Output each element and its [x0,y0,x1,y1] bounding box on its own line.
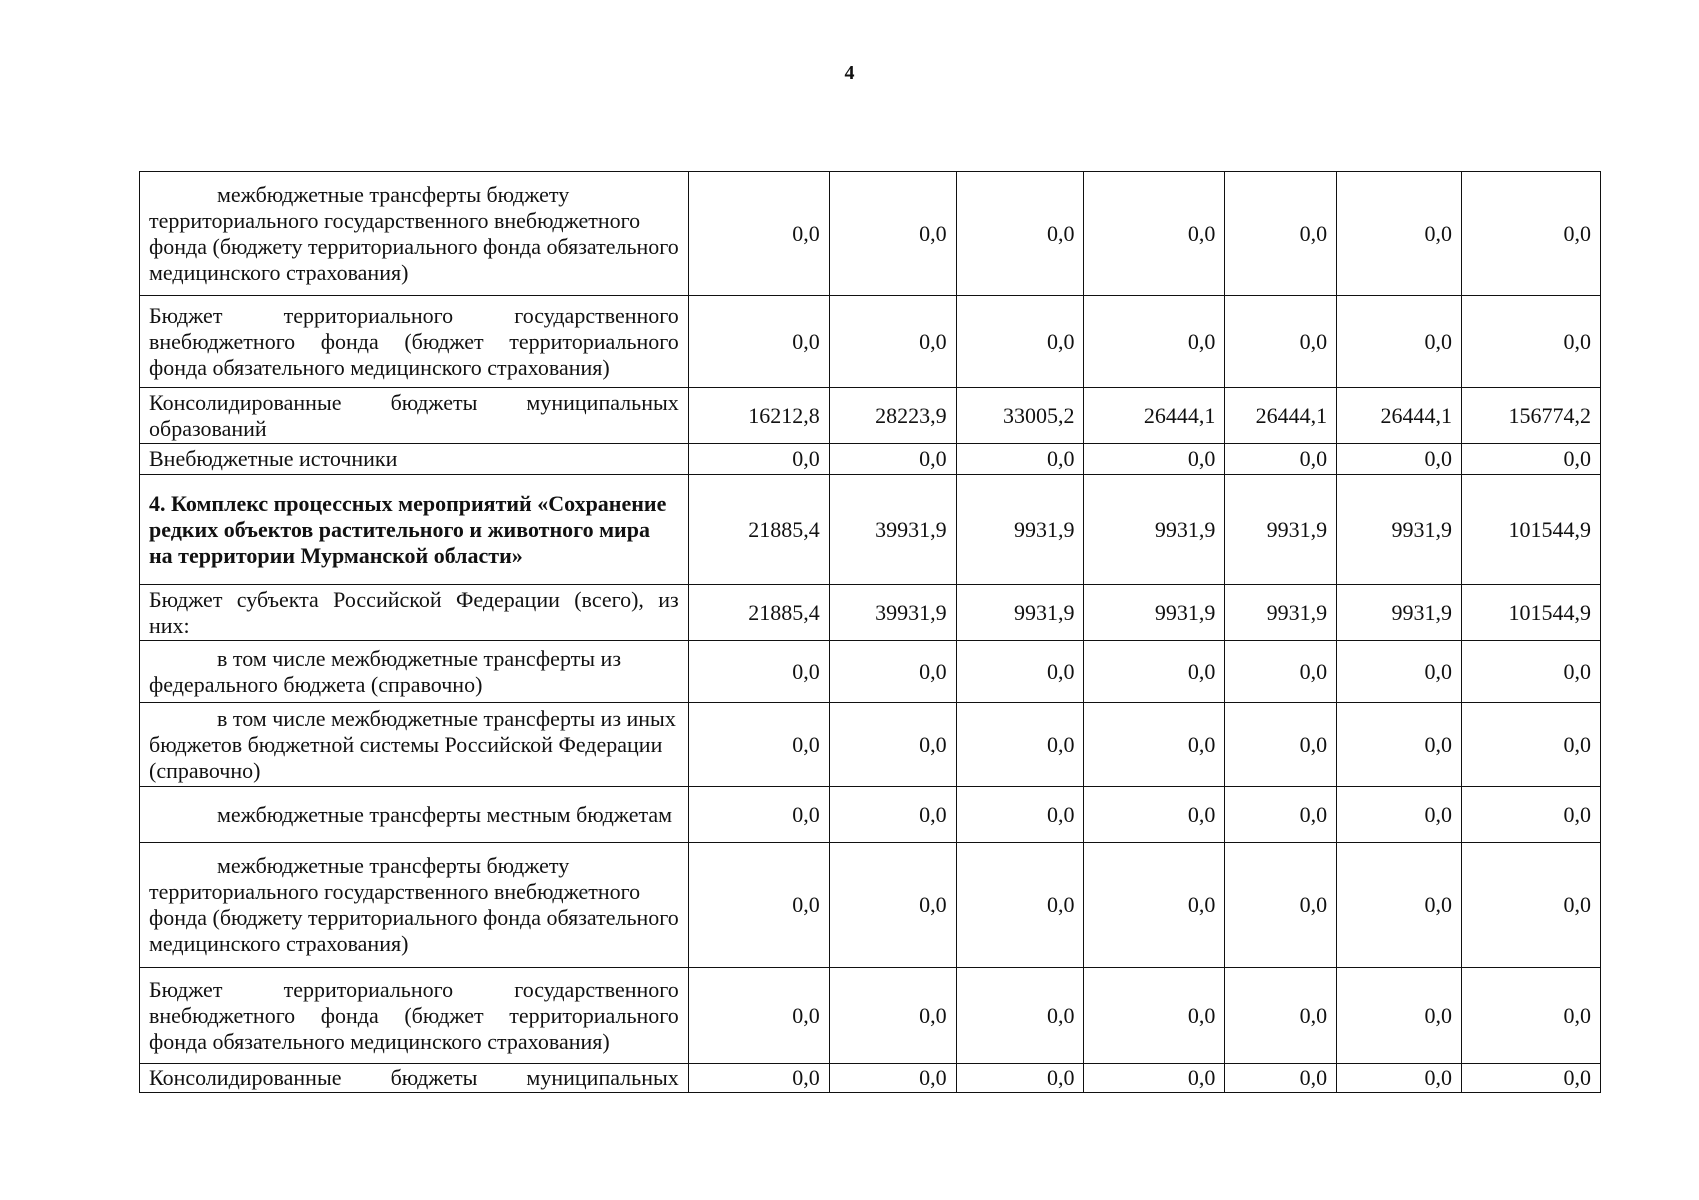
value-cell: 9931,9 [1225,585,1337,641]
value-cell: 0,0 [829,1064,956,1093]
value-cell: 0,0 [1461,296,1600,388]
value-cell: 0,0 [956,296,1084,388]
value-cell: 9931,9 [956,585,1084,641]
table-row [140,296,1601,388]
value-cell: 0,0 [1461,968,1600,1064]
value-cell: 0,0 [956,444,1084,475]
value-cell: 0,0 [1337,843,1462,968]
table-row [140,475,1601,585]
value-cell: 0,0 [1337,703,1462,787]
value-cell: 0,0 [829,787,956,843]
value-cell: 0,0 [1225,444,1337,475]
value-cell: 0,0 [1337,1064,1462,1093]
value-cell: 0,0 [1084,172,1225,296]
value-cell: 9931,9 [1084,475,1225,585]
page-number: 4 [844,62,855,84]
value-cell: 9931,9 [1337,585,1462,641]
row-label: межбюджетные трансферты местным бюджетам [140,787,689,843]
value-cell: 0,0 [1225,641,1337,703]
section-heading: 4. Комплекс процессных мероприятий «Сохранение редких объектов растительного и животного мира на территории Мурманской области» [140,475,689,585]
row-label: Бюджет субъекта Российской Федерации (всего), из них: [140,585,689,641]
value-cell: 0,0 [688,296,829,388]
value-cell: 0,0 [1461,843,1600,968]
value-cell: 21885,4 [688,585,829,641]
value-cell: 0,0 [829,172,956,296]
value-cell: 0,0 [1337,787,1462,843]
value-cell: 0,0 [1461,787,1600,843]
row-label: Бюджет территориального государственного внебюджетного фонда (бюджет территориального фонда обязательного медицинского страхования) [140,968,689,1064]
row-label: межбюджетные трансферты бюджету территориального государственного внебюджетного фонда (бюджету территориального фонда обязательного медицинского страхования) [140,843,689,968]
value-cell: 0,0 [829,968,956,1064]
value-cell: 0,0 [1337,641,1462,703]
row-label: Внебюджетные источники [140,444,689,475]
row-label: Бюджет территориального государственного внебюджетного фонда (бюджет территориального фонда обязательного медицинского страхования) [140,296,689,388]
value-cell: 0,0 [956,641,1084,703]
value-cell: 0,0 [1225,1064,1337,1093]
value-cell: 0,0 [829,296,956,388]
value-cell: 9931,9 [1337,475,1462,585]
value-cell: 101544,9 [1461,475,1600,585]
value-cell: 0,0 [829,444,956,475]
value-cell: 0,0 [1225,787,1337,843]
value-cell: 0,0 [688,641,829,703]
value-cell: 0,0 [688,703,829,787]
value-cell: 0,0 [1084,703,1225,787]
value-cell: 0,0 [829,843,956,968]
value-cell: 16212,8 [688,388,829,444]
row-label: межбюджетные трансферты бюджету территориального государственного внебюджетного фонда (бюджету территориального фонда обязательного медицинского страхования) [140,172,689,296]
value-cell: 0,0 [956,1064,1084,1093]
value-cell: 0,0 [1084,1064,1225,1093]
value-cell: 101544,9 [1461,585,1600,641]
row-label: Консолидированные бюджеты муниципальных образований [140,388,689,444]
value-cell: 0,0 [1225,703,1337,787]
value-cell: 0,0 [956,787,1084,843]
value-cell: 0,0 [1084,843,1225,968]
value-cell: 0,0 [829,641,956,703]
table-row [140,1064,1601,1093]
value-cell: 9931,9 [1225,475,1337,585]
value-cell: 39931,9 [829,585,956,641]
budget-table [139,171,1601,1093]
value-cell: 0,0 [829,703,956,787]
row-label: в том числе межбюджетные трансферты из федерального бюджета (справочно) [140,641,689,703]
value-cell: 21885,4 [688,475,829,585]
value-cell: 9931,9 [1084,585,1225,641]
value-cell: 0,0 [1337,444,1462,475]
value-cell: 0,0 [1084,641,1225,703]
table-row [140,787,1601,843]
value-cell: 0,0 [1337,968,1462,1064]
value-cell: 0,0 [1461,1064,1600,1093]
value-cell: 0,0 [688,843,829,968]
value-cell: 0,0 [688,172,829,296]
value-cell: 26444,1 [1337,388,1462,444]
table-row [140,388,1601,444]
table-row [140,703,1601,787]
row-label: Консолидированные бюджеты муниципальных [140,1064,689,1093]
table-row [140,585,1601,641]
value-cell: 0,0 [1461,444,1600,475]
value-cell: 28223,9 [829,388,956,444]
value-cell: 0,0 [956,843,1084,968]
value-cell: 33005,2 [956,388,1084,444]
value-cell: 0,0 [1084,787,1225,843]
value-cell: 0,0 [956,968,1084,1064]
table-row [140,968,1601,1064]
value-cell: 0,0 [1461,641,1600,703]
value-cell: 0,0 [1225,172,1337,296]
value-cell: 0,0 [1225,296,1337,388]
value-cell: 9931,9 [956,475,1084,585]
table-row [140,444,1601,475]
value-cell: 0,0 [1337,296,1462,388]
value-cell: 0,0 [1461,703,1600,787]
value-cell: 0,0 [1084,968,1225,1064]
value-cell: 156774,2 [1461,388,1600,444]
value-cell: 0,0 [688,787,829,843]
value-cell: 0,0 [1084,444,1225,475]
value-cell: 0,0 [1225,968,1337,1064]
value-cell: 0,0 [956,703,1084,787]
value-cell: 0,0 [956,172,1084,296]
value-cell: 0,0 [1461,172,1600,296]
value-cell: 0,0 [1084,296,1225,388]
value-cell: 39931,9 [829,475,956,585]
value-cell: 0,0 [1337,172,1462,296]
value-cell: 0,0 [1225,843,1337,968]
table-row [140,172,1601,296]
table-row [140,843,1601,968]
value-cell: 26444,1 [1225,388,1337,444]
value-cell: 0,0 [688,968,829,1064]
table-row [140,641,1601,703]
row-label: в том числе межбюджетные трансферты из иных бюджетов бюджетной системы Российской Федерации (справочно) [140,703,689,787]
value-cell: 0,0 [688,1064,829,1093]
value-cell: 26444,1 [1084,388,1225,444]
value-cell: 0,0 [688,444,829,475]
